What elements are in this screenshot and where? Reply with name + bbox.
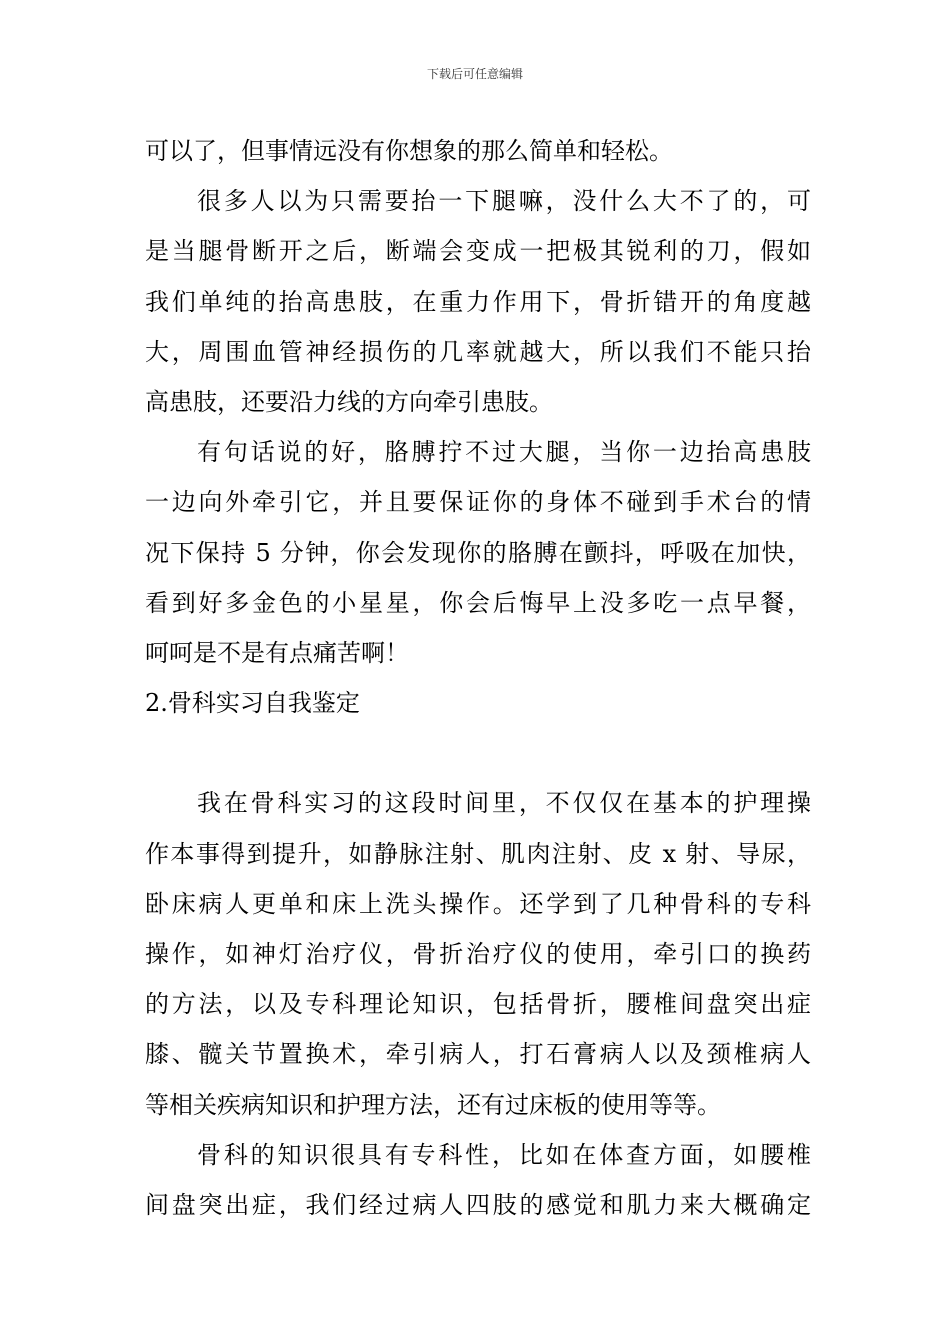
text-line: 一边向外牵引它，并且要保证你的身体不碰到手术台的情 (145, 488, 811, 517)
text-line: 作本事得到提升，如静脉注射、肌肉注射、皮 x 射、导尿， (145, 839, 811, 868)
text-line: 操作，如神灯治疗仪，骨折治疗仪的使用，牵引口的换药 (145, 940, 811, 968)
paragraph-1 (145, 126, 811, 176)
text-line: 间盘突出症，我们经过病人四肢的感觉和肌力来大概确定 (145, 1190, 811, 1219)
text-line: 的方法，以及专科理论知识，包括骨折，腰椎间盘突出症 (145, 990, 811, 1019)
text-line: 呵呵是不是有点痛苦啊！ (145, 638, 409, 667)
text-line: 大，周围血管神经损伤的几率就越大，所以我们不能只抬 (145, 337, 811, 366)
blank-line (145, 728, 811, 778)
text-line: 膝、髋关节置换术，牵引病人，打石膏病人以及颈椎病人 (145, 1040, 811, 1069)
text-line: 况下保持 5 分钟，你会发现你的胳膊在颤抖，呼吸在加快， (145, 538, 811, 567)
text-line: 是当腿骨断开之后，断端会变成一把极其锐利的刀，假如 (145, 237, 811, 266)
text-line: 等相关疾病知识和护理方法，还有过床板的使用等等。 (145, 1090, 721, 1119)
text-line: 可以了，但事情远没有你想象的那么简单和轻松。 (145, 137, 673, 165)
text-line: 我们单纯的抬高患肢，在重力作用下，骨折错开的角度越 (145, 287, 811, 316)
text-line: 很多人以为只需要抬一下腿嘛，没什么大不了的，可 (197, 187, 811, 216)
text-line: 有句话说的好，胳膊拧不过大腿，当你一边抬高患肢 (197, 438, 811, 467)
paragraph-4 (145, 778, 811, 1129)
text-line: 看到好多金色的小星星，你会后悔早上没多吃一点早餐， (145, 588, 811, 617)
text-line: 卧床病人更单和床上洗头操作。还学到了几种骨科的专科 (145, 889, 811, 918)
paragraph-2 (145, 176, 811, 427)
page-header-note: 下载后可任意编辑 (426, 67, 523, 81)
text-line: 我在骨科实习的这段时间里，不仅仅在基本的护理操 (197, 789, 811, 818)
paragraph-3 (145, 427, 811, 678)
text-line: 高患肢，还要沿力线的方向牵引患肢。 (145, 387, 553, 416)
paragraph-5 (145, 1130, 811, 1230)
text-line: 骨科的知识很具有专科性，比如在体查方面，如腰椎 (197, 1140, 811, 1169)
section-title: 2.骨科实习自我鉴定 (145, 689, 360, 718)
document-body (145, 126, 811, 1230)
